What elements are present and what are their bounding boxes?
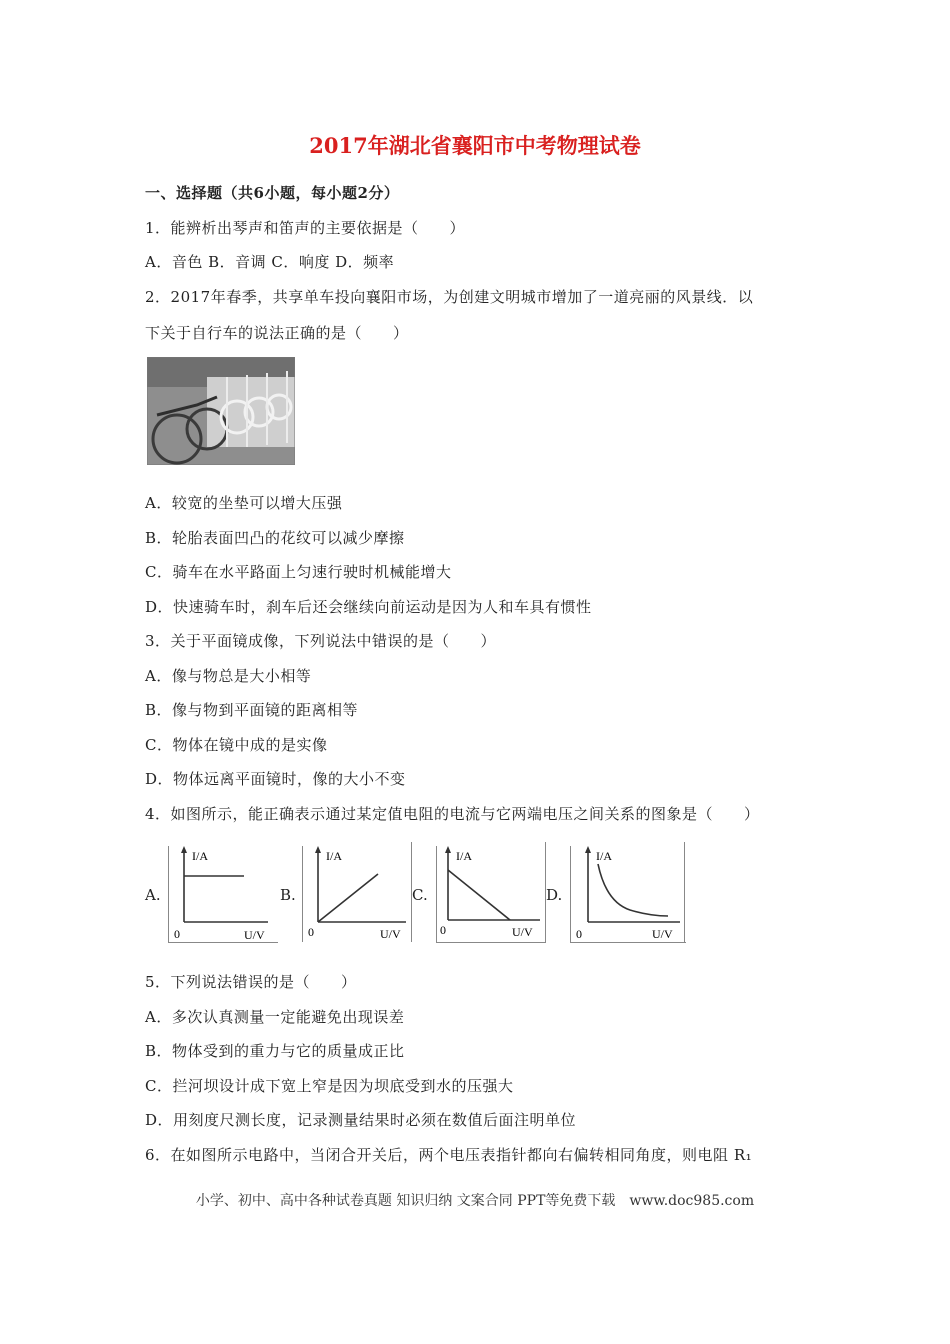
graph-c [436,842,546,944]
graph-d-x-axis-label: U/V [652,927,673,941]
graph-b-origin: 0 [308,925,314,939]
graph-b-y-axis-label: I/A [326,849,342,863]
graph-d-label: D. [546,886,563,904]
graph-a-origin: 0 [174,927,180,941]
q2-option-b: B．轮胎表面凹凸的花纹可以减少摩擦 [145,529,405,547]
graph-b [302,842,412,944]
graph-a-y-axis-label: I/A [192,849,208,863]
bicycle-photo [147,357,295,465]
graph-c-origin: 0 [440,923,446,937]
graph-d-origin: 0 [576,927,582,941]
q3-stem: 3．关于平面镜成像，下列说法中错误的是（ ） [145,632,497,650]
q2-stem-line2: 下关于自行车的说法正确的是（ ） [145,324,409,342]
q3-option-b: B．像与物到平面镜的距离相等 [145,701,359,719]
q2-stem-line1: 2．2017年春季，共享单车投向襄阳市场，为创建文明城市增加了一道亮丽的风景线．以 [145,288,754,306]
graph-d [570,842,686,944]
q2-option-c: C．骑车在水平路面上匀速行驶时机械能增大 [145,563,452,581]
q5-option-a: A．多次认真测量一定能避免出现误差 [145,1008,405,1026]
q1-options: A．音色 B．音调 C．响度 D．频率 [145,253,395,271]
q3-option-a: A．像与物总是大小相等 [145,667,312,685]
q3-option-c: C．物体在镜中成的是实像 [145,736,328,754]
q5-option-d: D．用刻度尺测长度，记录测量结果时必须在数值后面注明单位 [145,1111,577,1129]
graph-c-x-axis-label: U/V [512,925,533,939]
graph-b-x-axis-label: U/V [380,927,401,941]
q6-stem: 6．在如图所示电路中，当闭合开关后，两个电压表指针都向右偏转相同角度，则电阻 R₁ [145,1146,753,1164]
q5-stem: 5．下列说法错误的是（ ） [145,973,357,991]
section-heading: 一、选择题（共6小题，每小题2分） [145,184,400,202]
graph-a [168,842,278,944]
graph-c-y-axis-label: I/A [456,849,472,863]
graph-c-label: C. [412,886,428,904]
page-footer: 小学、初中、高中各种试卷真题 知识归纳 文案合同 PPT等免费下载 www.doc985.com [195,1193,755,1209]
graph-d-y-axis-label: I/A [596,849,612,863]
graph-a-label: A. [145,886,161,904]
graph-a-x-axis-label: U/V [244,928,265,942]
q5-option-b: B．物体受到的重力与它的质量成正比 [145,1042,405,1060]
q2-option-d: D．快速骑车时，刹车后还会继续向前运动是因为人和车具有惯性 [145,598,592,616]
q3-option-d: D．物体远离平面镜时，像的大小不变 [145,770,406,788]
q2-option-a: A．较宽的坐垫可以增大压强 [145,494,343,512]
q1-stem: 1．能辨析出琴声和笛声的主要依据是（ ） [145,219,466,237]
q5-option-c: C．拦河坝设计成下宽上窄是因为坝底受到水的压强大 [145,1077,514,1095]
graph-b-label: B. [280,886,296,904]
document-title: 2017年湖北省襄阳市中考物理试卷 [309,133,641,158]
q4-stem: 4．如图所示，能正确表示通过某定值电阻的电流与它两端电压之间关系的图象是（ ） [145,805,760,823]
